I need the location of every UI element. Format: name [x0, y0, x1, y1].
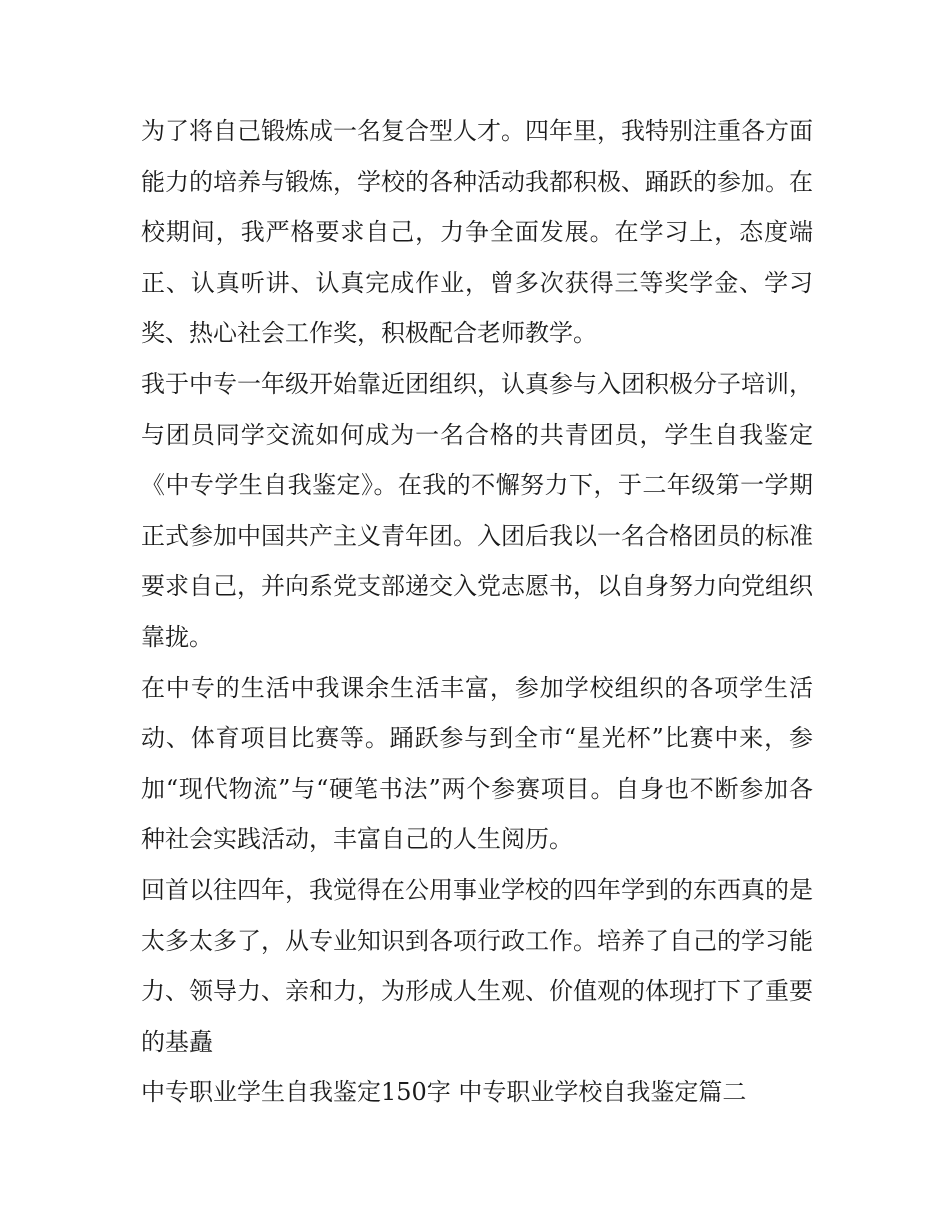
paragraph-extracurricular: 在中专的生活中我课余生活丰富，参加学校组织的各项学生活动、体育项目比赛等。踊跃参与到全市“星光杯”比赛中来，参加“现代物流”与“硬笔书法”两个参赛项目。自身也不断参加各种社会实践活动，丰富自己的人生阅历。: [141, 673, 813, 854]
paragraph-skill-development: 为了将自己锻炼成一名复合型人才。四年里，我特别注重各方面能力的培养与锻炼，学校的各种活动我都积极、踊跃的参加。在校期间，我严格要求自己，力争全面发展。在学习上，态度端正、认真听讲、认真完成作业，曾多次获得三等奖学金、学习奖、热心社会工作奖，积极配合老师教学。: [141, 117, 813, 348]
paragraph-youth-league: 我于中专一年级开始靠近团组织，认真参与入团积极分子培训，与团员同学交流如何成为一名合格的共青团员，学生自我鉴定《中专学生自我鉴定》。在我的不懈努力下，于二年级第一学期正式参加中国共产主义青年团。入团后我以一名合格团员的标准要求自己，并向系党支部递交入党志愿书，以自身努力向党组织靠拢。: [141, 369, 813, 651]
document-body: [141, 106, 813, 1118]
section-heading: 中专职业学生自我鉴定150字 中专职业学校自我鉴定篇二: [141, 1078, 747, 1107]
paragraph-reflection: 回首以往四年，我觉得在公用事业学校的四年学到的东西真的是太多太多了，从专业知识到各项行政工作。培养了自己的学习能力、领导力、亲和力，为形成人生观、价值观的体现打下了重要的基矗: [141, 875, 813, 1056]
